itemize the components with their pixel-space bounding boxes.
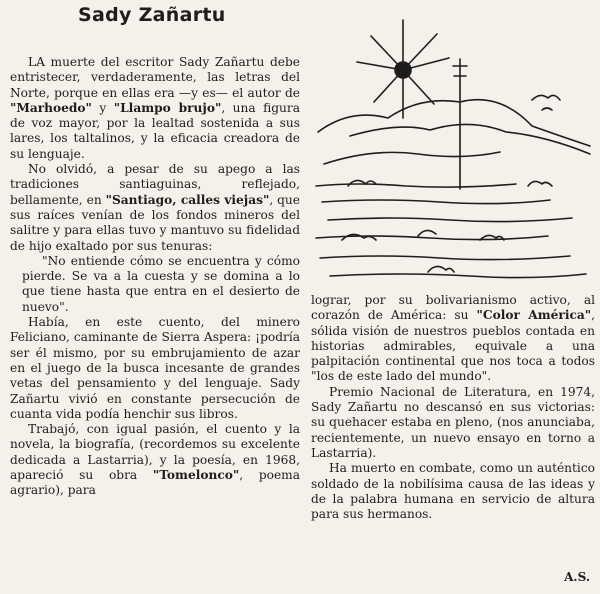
paragraph: Ha muerto en combate, como un auténtico soldado de la nobilísima causa de las ideas y de la palabra humana en servicio de altura para sus hermanos. [311, 461, 595, 522]
quotation: "No entiende cómo se encuentra y cómo pierde. Se va a la cuesta y se domina a lo que tiene hasta que entra en el desierto de nuevo". [22, 253, 300, 314]
paragraph [10, 162, 300, 254]
book-title: "Tomelonco" [152, 468, 240, 483]
article-right-column [311, 293, 595, 522]
paragraph-text: , que sus raíces venían de los fondos mineros del salitre y para ellas tuvo y mantuvo su fidelidad de hijo exaltado por sus tenuras: [10, 192, 300, 253]
book-title: "Color América" [476, 308, 592, 323]
book-title: "Marhoedo" [10, 100, 92, 115]
paragraph-text: lograr, por su bolivarianismo activo, al corazón de América: su [311, 293, 595, 323]
paragraph-text: Trabajó, con igual pasión, el cuento y la novela, la biografía, (recordemos su excelente dedicada a Lastarria), y la poesía, en 1968, apareció su obra [10, 422, 300, 483]
book-title: "Llampo brujo" [113, 100, 222, 115]
paragraph-text: , una figura de voz mayor, por la lealtad sostenida a sus lares, los taltalinos, y la eficacia creadora de su lenguaje. [10, 100, 300, 161]
paragraph-text: , poema agrario), para [10, 468, 300, 498]
paragraph [311, 293, 595, 385]
desert-landscape-illustration [310, 14, 596, 284]
paragraph-text: , sólida visión de nuestros pueblos contada en historias admirables, equivale a una palpitación continental que nos toca a todos "los de este lado del mundo". [311, 308, 595, 384]
paragraph-text: y [91, 100, 114, 115]
paragraph: Había, en este cuento, del minero Feliciano, caminante de Sierra Aspera: ¡podría ser él mismo, por su embrujamiento de azar en el juego de la busca incesante de grandes vetas del pensamiento y del lenguaje. Sady Zañartu vivió en constante persecución de cuanta vida podía henchir sus libros. [10, 315, 300, 421]
paragraph [10, 422, 300, 498]
book-title: "Santiago, calles viejas" [105, 192, 270, 207]
paragraph-text: LA muerte del escritor Sady Zañartu debe entristecer, verdaderamente, las letras del Norte, porque en ellas era —y es— el autor de [10, 55, 300, 100]
paragraph-text: No olvidó, a pesar de su apego a las tradiciones santiaguinas, reflejado, bellamente, en [10, 162, 300, 207]
paragraph: Premio Nacional de Literatura, en 1974, Sady Zañartu no descansó en sus victorias: su quehacer estaba en pleno, (nos anunciaba, recientemente, un nuevo ensayo en torno a Lastarria). [311, 384, 595, 460]
author-signature: A.S. [564, 570, 590, 584]
article-title: Sady Zañartu [78, 4, 226, 26]
paragraph [10, 55, 300, 162]
article-left-column [10, 55, 300, 499]
